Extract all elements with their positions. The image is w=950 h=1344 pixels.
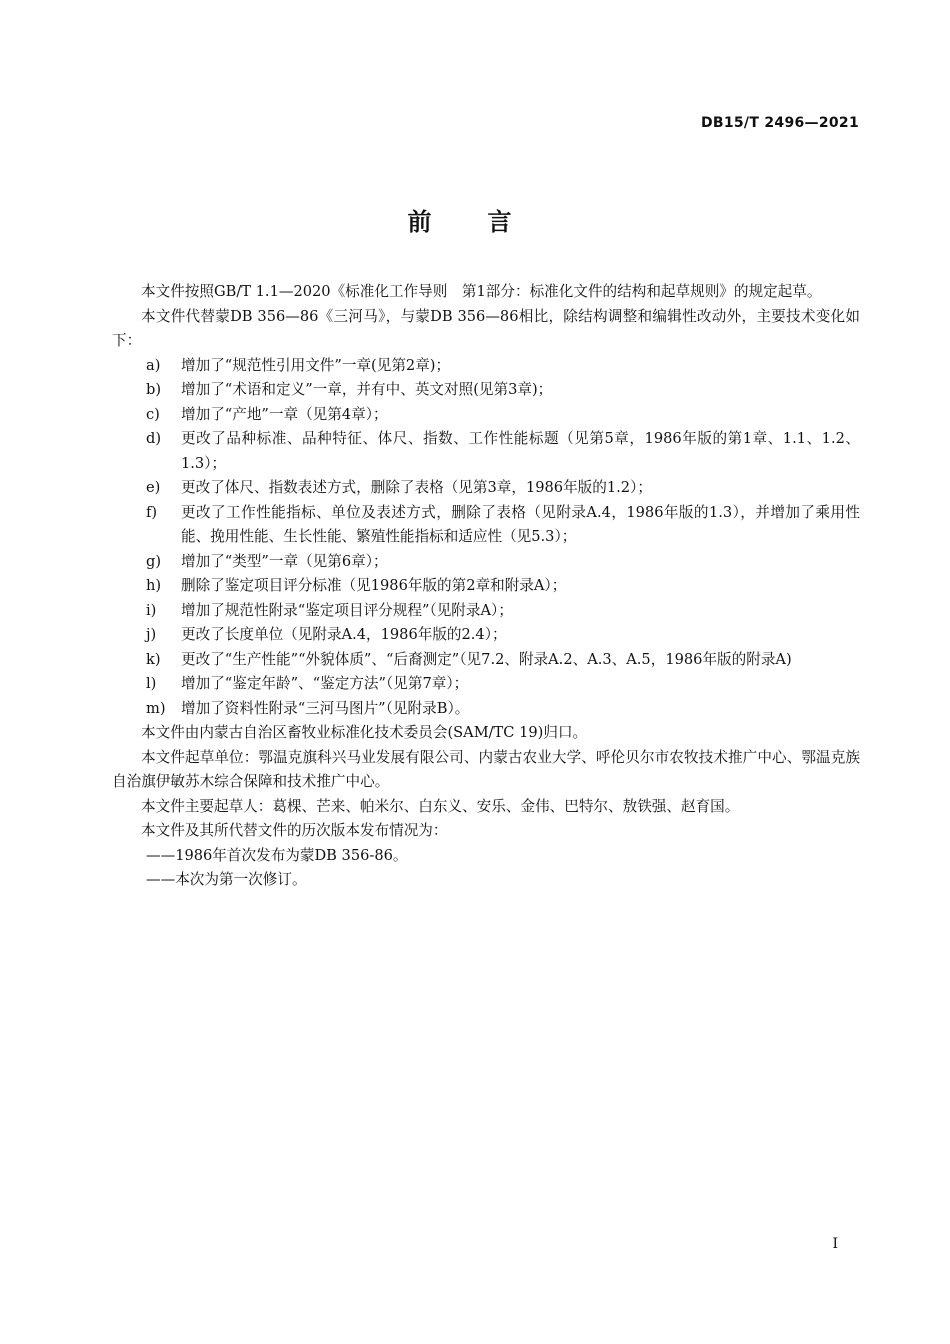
list-item: l) 增加了“鉴定年龄”、“鉴定方法”（见第7章）； [146,675,469,692]
history-item: ——1986年首次发布为蒙DB 356-86。 [146,846,408,864]
list-item: f) 更改了工作性能指标、单位及表述方式，删除了表格（见附录A.4，1986年版的1.3），并增加了乘用性能、挽用性能、生长性能、繁殖性能指标和适应性（见5.3）； [146,503,860,545]
list-item: b) 增加了“术语和定义”一章，并有中、英文对照(见第3章)； [146,381,553,398]
closing-paragraph: 本文件及其所代替文件的历次版本发布情况为： [141,822,448,839]
list-item: g) 增加了“类型”一章（见第6章）； [146,552,388,570]
intro-paragraph: 本文件代替蒙DB 356—86《三河马》，与蒙DB 356—86相比，除结构调整和编辑性改动外，主要技术变化如下： [112,307,860,349]
closing-paragraph: 本文件起草单位：鄂温克旗科兴马业发展有限公司、内蒙古农业大学、呼伦贝尔市农牧技术推广中心、鄂温克族自治旗伊敏苏木综合保障和技术推广中心。 [112,748,860,790]
list-item: d) 更改了品种标准、品种特征、体尺、指数、工作性能标题（见第5章，1986年版的第1章、1.1、1.2、1.3）； [146,430,860,472]
list-item: i) 增加了规范性附录“鉴定项目评分规程”（见附录A）； [146,601,513,619]
list-item: c) 增加了“产地”一章（见第4章）； [146,405,388,423]
closing-paragraph: 本文件主要起草人：葛棵、芒来、帕米尔、白东义、安乐、金伟、巴特尔、敖铁强、赵育国。 [141,797,740,815]
closing-paragraph: 本文件由内蒙古自治区畜牧业标准化技术委员会(SAM/TC 19)归口。 [141,724,588,741]
list-item: a) 增加了“规范性引用文件”一章(见第2章)； [146,356,451,374]
intro-paragraph: 本文件按照GB/T 1.1—2020《标准化工作导则 第1部分：标准化文件的结构和起草规则》的规定起草。 [141,283,822,300]
list-item: k) 更改了“生产性能”“外貌体质”、“后裔测定”（见7.2、附录A.2、A.3、A.5，1986年版的附录A) [146,650,792,668]
list-item: m) 增加了资料性附录“三河马图片”（见附录B）。 [146,699,470,717]
standard-code: DB15/T 2496—2021 [700,115,859,131]
history-item: ——本次为第一次修订。 [146,871,307,888]
list-item: h) 删除了鉴定项目评分标准（见1986年版的第2章和附录A）； [146,577,567,594]
list-item: j) 更改了长度单位（见附录A.4，1986年版的2.4）； [146,626,507,643]
document-body [112,280,860,893]
page-title: 前言 [407,208,568,236]
page-number: I [832,1236,838,1252]
list-item: e) 更改了体尺、指数表述方式，删除了表格（见第3章，1986年版的1.2）； [146,479,652,496]
change-list [112,354,860,722]
